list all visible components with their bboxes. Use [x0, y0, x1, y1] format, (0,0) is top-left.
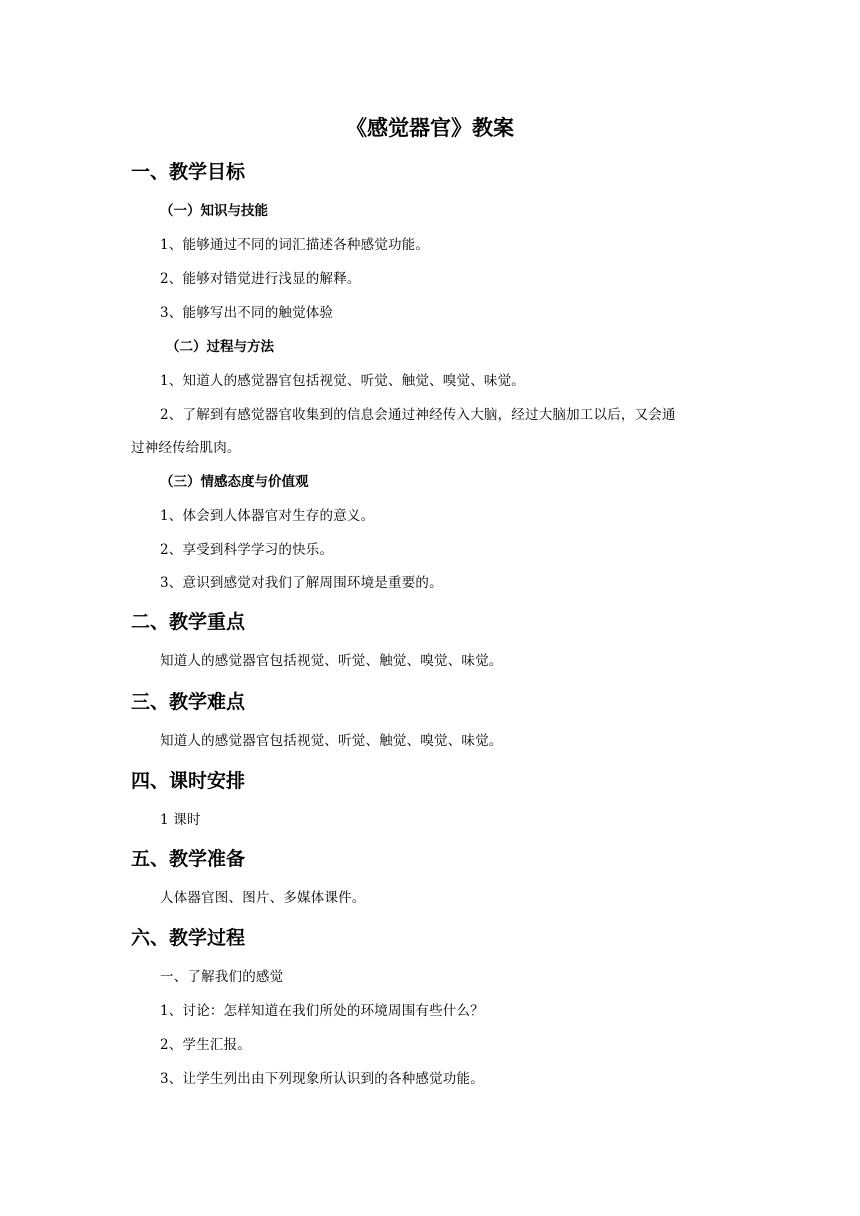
paragraph: 3、能够写出不同的触觉体验: [160, 305, 334, 321]
paragraph: 2、享受到科学学习的快乐。: [160, 542, 334, 558]
paragraph: 过神经传给肌肉。: [131, 440, 241, 456]
paragraph: 2、学生汇报。: [160, 1037, 251, 1053]
paragraph: 3、意识到感觉对我们了解周围环境是重要的。: [160, 575, 443, 591]
section-heading-key-points: 二、教学重点: [131, 611, 246, 633]
document-title: 《感觉器官》教案: [346, 116, 514, 140]
paragraph: 人体器官图、图片、多媒体课件。: [160, 890, 366, 906]
paragraph: 1、能够通过不同的词汇描述各种感觉功能。: [160, 237, 430, 253]
paragraph: 1、讨论：怎样知道在我们所处的环境周围有些什么？: [160, 1003, 484, 1019]
section-heading-schedule: 四、课时安排: [131, 770, 246, 792]
paragraph: 知道人的感觉器官包括视觉、听觉、触觉、嗅觉、味觉。: [160, 733, 503, 749]
subsection-heading-attitude: （三）情感态度与价值观: [160, 474, 309, 490]
subsection-heading-process: （二）过程与方法: [166, 339, 274, 355]
paragraph: 3、让学生列出由下列现象所认识到的各种感觉功能。: [160, 1071, 484, 1087]
paragraph: 1、体会到人体器官对生存的意义。: [160, 508, 375, 524]
section-heading-objectives: 一、教学目标: [131, 161, 246, 183]
paragraph: 1 课时: [160, 812, 201, 828]
paragraph: 一、了解我们的感觉: [160, 969, 284, 985]
paragraph: 1、知道人的感觉器官包括视觉、听觉、触觉、嗅觉、味觉。: [160, 373, 525, 389]
paragraph: 2、了解到有感觉器官收集到的信息会通过神经传入大脑，经过大脑加工以后，又会通: [160, 407, 676, 423]
subsection-heading-knowledge: （一）知识与技能: [160, 203, 268, 219]
section-heading-process: 六、教学过程: [131, 927, 246, 949]
section-heading-preparation: 五、教学准备: [131, 848, 246, 870]
paragraph: 知道人的感觉器官包括视觉、听觉、触觉、嗅觉、味觉。: [160, 653, 503, 669]
section-heading-difficulties: 三、教学难点: [131, 691, 246, 713]
paragraph: 2、能够对错觉进行浅显的解释。: [160, 271, 361, 287]
